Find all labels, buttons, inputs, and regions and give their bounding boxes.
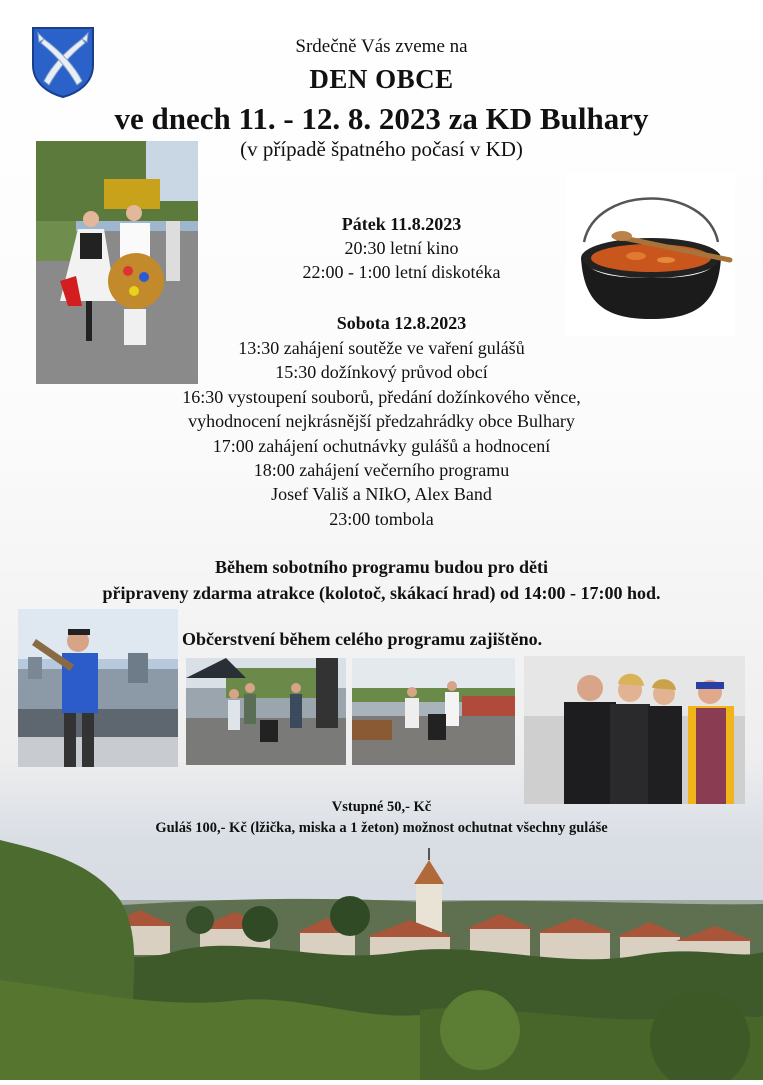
cooking-tent-photo	[186, 658, 346, 765]
cooking-court-photo	[352, 658, 515, 765]
goulash-price: Guláš 100,- Kč (lžička, miska a 1 žeton) možnost ochutnat všechny guláše	[155, 820, 608, 836]
event-title: DEN OBCE	[309, 64, 454, 94]
guitarist-photo	[18, 609, 178, 767]
saturday-item: 15:30 dožínkový průvod obcí	[275, 362, 488, 382]
invitation-text: Srdečně Vás zveme na	[295, 36, 468, 57]
friday-heading: Pátek 11.8.2023	[341, 214, 462, 234]
village-landscape	[0, 840, 763, 1080]
saturday-item: 13:30 zahájení soutěže ve vaření gulášů	[238, 338, 525, 358]
refreshments-note: Občerstvení během celého programu zajištěno.	[182, 629, 543, 649]
saturday-item: 17:00 zahájení ochutnávky gulášů a hodnocení	[212, 436, 551, 456]
band-members-photo	[524, 656, 745, 804]
event-dates: ve dnech 11. - 12. 8. 2023 za KD Bulhary	[114, 101, 649, 136]
kids-line-2: připraveny zdarma atrakce (kolotoč, skákací hrad) od 14:00 - 17:00 hod.	[102, 583, 661, 603]
kids-line-1: Během sobotního programu budou pro děti	[215, 557, 548, 577]
saturday-heading: Sobota 12.8.2023	[336, 313, 467, 333]
rain-note: (v případě špatného počasí v KD)	[240, 137, 523, 161]
friday-item: 22:00 - 1:00 letní diskotéka	[302, 262, 501, 282]
saturday-item: 16:30 vystoupení souborů, předání dožínkového věnce,	[182, 387, 581, 407]
saturday-item: vyhodnocení nejkrásnější předzahrádky obce Bulhary	[188, 411, 575, 431]
entry-fee: Vstupné 50,- Kč	[331, 799, 432, 815]
saturday-item: 23:00 tombola	[329, 509, 434, 529]
friday-item: 20:30 letní kino	[344, 238, 459, 258]
saturday-item: Josef Vališ a NIkO, Alex Band	[271, 484, 492, 504]
saturday-item: 18:00 zahájení večerního programu	[253, 460, 510, 480]
